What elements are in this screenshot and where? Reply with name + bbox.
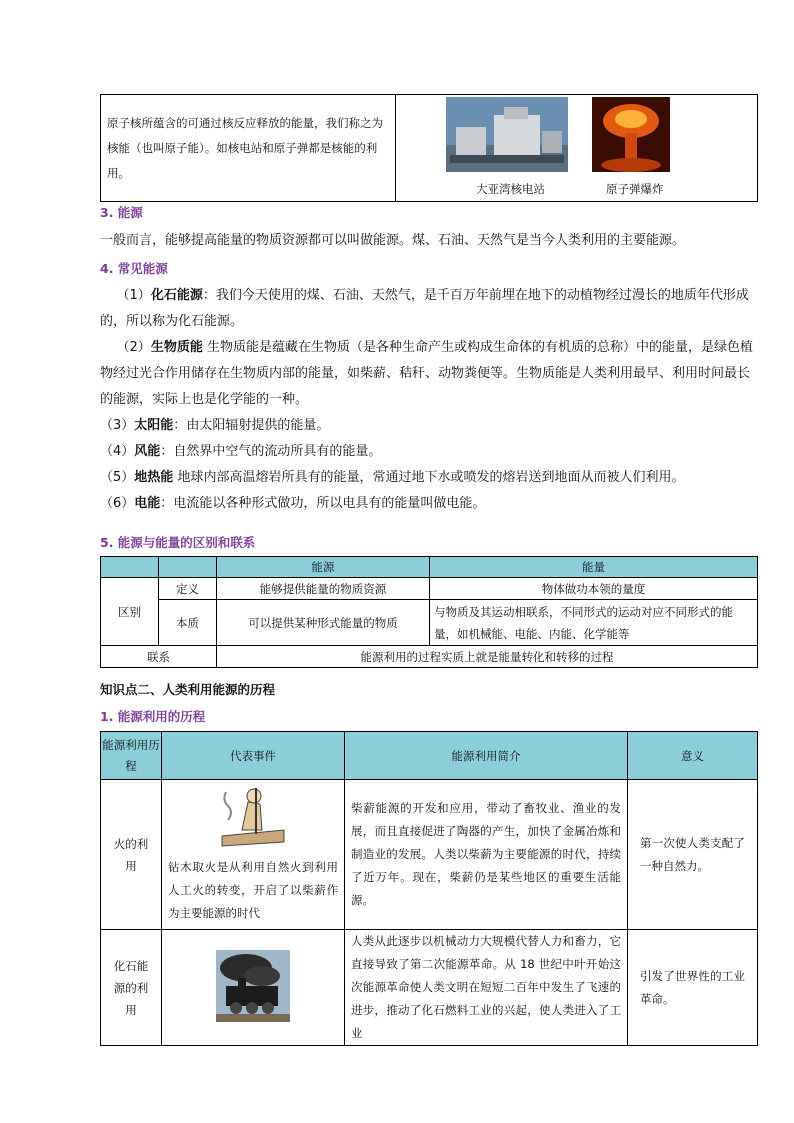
event-fossil-cell: [162, 930, 345, 1046]
nature-source: 可以提供某种形式能量的物质: [217, 600, 430, 646]
nuclear-images-cell: [396, 95, 758, 202]
meaning-fossil: 引发了世界性的工业革命。: [628, 930, 758, 1046]
header-history: 能源利用历程: [101, 732, 162, 780]
header-blank-1: [101, 557, 159, 578]
section-5-heading: 5. 能源与能量的区别和联系: [100, 535, 256, 550]
energy-item-geothermal: （5）地热能 地球内部高温熔岩所具有的能量，常通过地下水或喷发的熔岩送到地面从而被人们利用。: [100, 470, 685, 485]
header-blank-2: [159, 557, 217, 578]
knowledge-point-2-title: 知识点二、人类利用能源的历程: [100, 682, 276, 697]
nuclear-energy-table: [100, 94, 758, 202]
energy-item-wind: （4）风能：自然界中空气的流动所具有的能量。: [100, 444, 382, 459]
def-source: 能够提供能量的物质资源: [217, 578, 430, 600]
caption-nuclear-plant: 大亚湾核电站: [476, 182, 545, 196]
header-event: 代表事件: [162, 732, 345, 780]
caption-atomic-bomb: 原子弹爆炸: [606, 182, 664, 196]
intro-fire: 柴薪能源的开发和应用，带动了畜牧业、渔业的发展，而且直接促进了陶器的产生，加快了金属冶炼和制造业的发展。人类以柴薪为主要能源的时代，持续了近万年。现在，柴薪仍是某些地区的重要生活能源。: [345, 780, 628, 930]
event-fire-cell: [162, 780, 345, 930]
nature-energy: 与物质及其运动相联系，不同形式的运动对应不同形式的能量，如机械能、电能、内能、化学能等: [430, 600, 758, 646]
link-label: 联系: [101, 646, 217, 668]
energy-item-fossil: （1）化石能源：我们今天使用的煤、石油、天然气，是千百万年前埋在地下的动植物经过漫长的地质年代形成的，所以称为化石能源。: [100, 288, 749, 329]
header-intro: 能源利用简介: [345, 732, 628, 780]
stage-fossil: 化石能源的利用: [101, 930, 162, 1046]
nuclear-power-plant-image: [446, 97, 568, 172]
header-meaning: 意义: [628, 732, 758, 780]
header-energy: 能量: [430, 557, 758, 578]
stage-fire: 火的利用: [101, 780, 162, 930]
diff-label: 区别: [101, 578, 159, 646]
fire-drilling-image: [218, 782, 288, 850]
atomic-bomb-image: [592, 97, 670, 172]
energy-history-table: [100, 731, 758, 1046]
header-energy-source: 能源: [217, 557, 430, 578]
energy-comparison-table: [100, 556, 758, 668]
link-text: 能源利用的过程实质上就是能量转化和转移的过程: [217, 646, 758, 668]
steam-locomotive-image: [216, 950, 290, 1022]
common-energy-list: [100, 283, 760, 517]
energy-item-biomass: （2）生物质能 生物质能是蕴藏在生物质（是各种生命产生或构成生命体的有机质的总称）中的能量，是绿色植物经过光合作用储存在生物质内部的能量，如柴薪、秸秆、动物粪便等。生物质能是人类利用最早、利用时间最长的能源，实际上也是化学能的一种。: [100, 340, 753, 407]
energy-item-solar: （3）太阳能：由太阳辐射提供的能量。: [100, 418, 330, 433]
intro-fossil: 人类从此逐步以机械动力大规模代替人力和畜力，它直接导致了第二次能源革命。从 18 世纪中叶开始这次能源革命使人类文明在短短二百年中发生了飞速的进步，推动了化石燃料工业的兴起，使人类进入了工业: [345, 930, 628, 1046]
section-3-heading: 3. 能源: [100, 205, 143, 220]
section-4-heading: 4. 常见能源: [100, 261, 168, 276]
energy-item-electric: （6）电能：电流能以各种形式做功，所以电具有的能量叫做电能。: [100, 496, 486, 511]
def-energy: 物体做功本领的量度: [430, 578, 758, 600]
nuclear-energy-description: 原子核所蕴含的可通过核反应释放的能量，我们称之为核能（也叫原子能）。如核电站和原子弹都是核能的利用。: [101, 95, 396, 202]
nature-label: 本质: [159, 600, 217, 646]
meaning-fire: 第一次使人类支配了一种自然力。: [628, 780, 758, 930]
history-heading: 1. 能源利用的历程: [100, 709, 206, 724]
section-3-body: 一般而言，能够提高能量的物质资源都可以叫做能源。煤、石油、天然气是当今人类利用的主要能源。: [100, 233, 686, 248]
def-label: 定义: [159, 578, 217, 600]
event-fire: 钻木取火是从利用自然火到利用人工火的转变，开启了以柴薪作为主要能源的时代: [168, 860, 338, 920]
